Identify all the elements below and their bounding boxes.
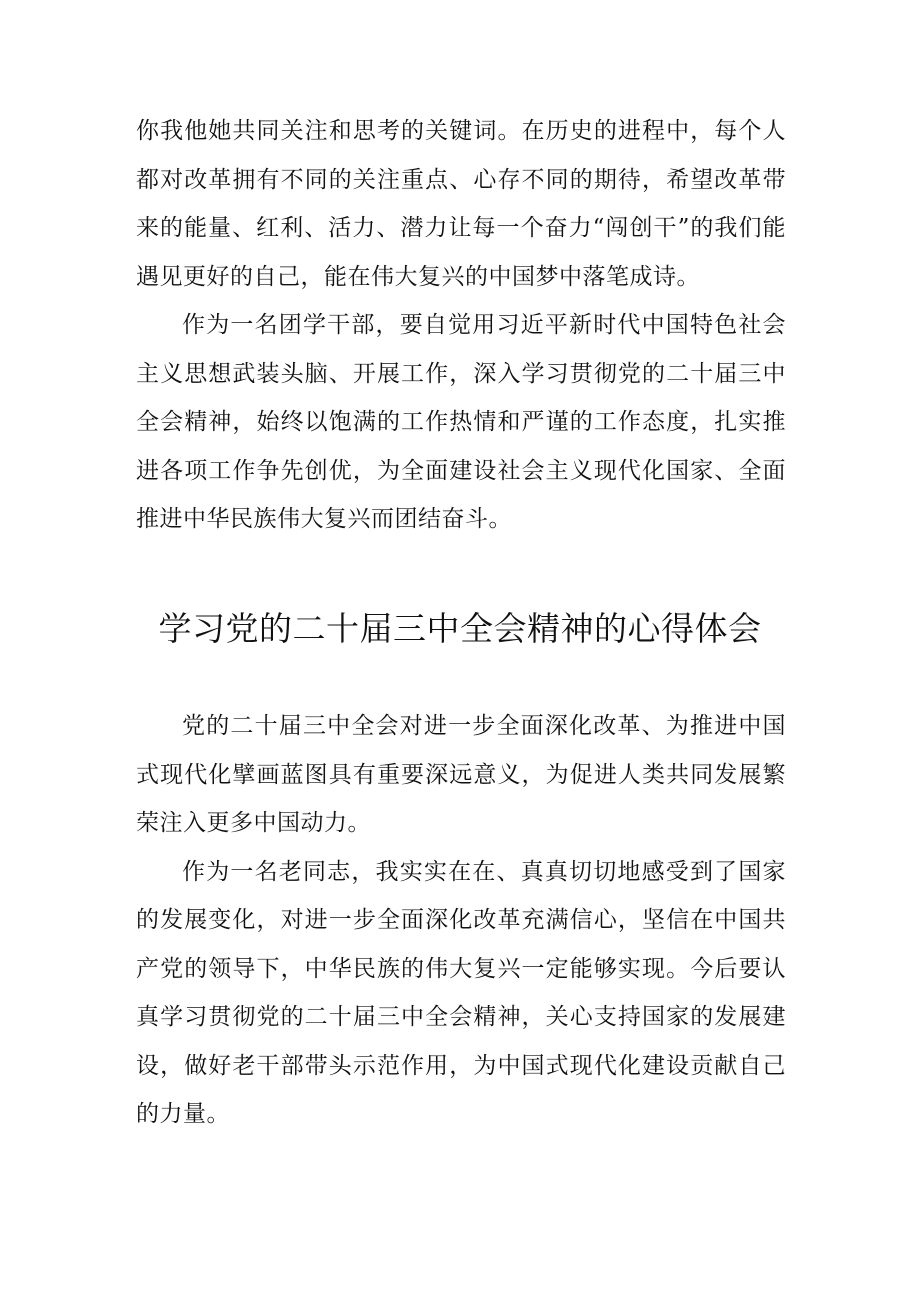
article-title: 学习党的二十届三中全会精神的心得体会 (158, 609, 762, 648)
previous-section (136, 107, 786, 544)
paragraph: 作为一名老同志，我实实在在、真真切切地感受到了国家的发展变化，对进一步全面深化改革充满信心，坚信在中国共产党的领导下，中华民族的伟大复兴一定能够实现。今后要认真学习贯彻党的二十届三中全会精神，关心支持国家的发展建设，做好老干部带头示范作用，为中国式现代化建设贡献自己的力量。 (136, 858, 786, 1127)
article-body (136, 702, 786, 1139)
continued-paragraph: 你我他她共同关注和思考的关键词。在历史的进程中，每个人都对改革拥有不同的关注重点、心存不同的期待，希望改革带来的能量、红利、活力、潜力让每一个奋力“闯创干”的我们能遇见更好的自己，能在伟大复兴的中国梦中落笔成诗。 (136, 118, 786, 290)
paragraph: 作为一名团学干部，要自觉用习近平新时代中国特色社会主义思想武装头脑、开展工作，深入学习贯彻党的二十届三中全会精神，始终以饱满的工作热情和严谨的工作态度，扎实推进各项工作争先创优，为全面建设社会主义现代化国家、全面推进中华民族伟大复兴而团结奋斗。 (136, 312, 786, 532)
paragraph: 党的二十届三中全会对进一步全面深化改革、为推进中国式现代化擘画蓝图具有重要深远意义，为促进人类共同发展繁荣注入更多中国动力。 (136, 713, 786, 836)
